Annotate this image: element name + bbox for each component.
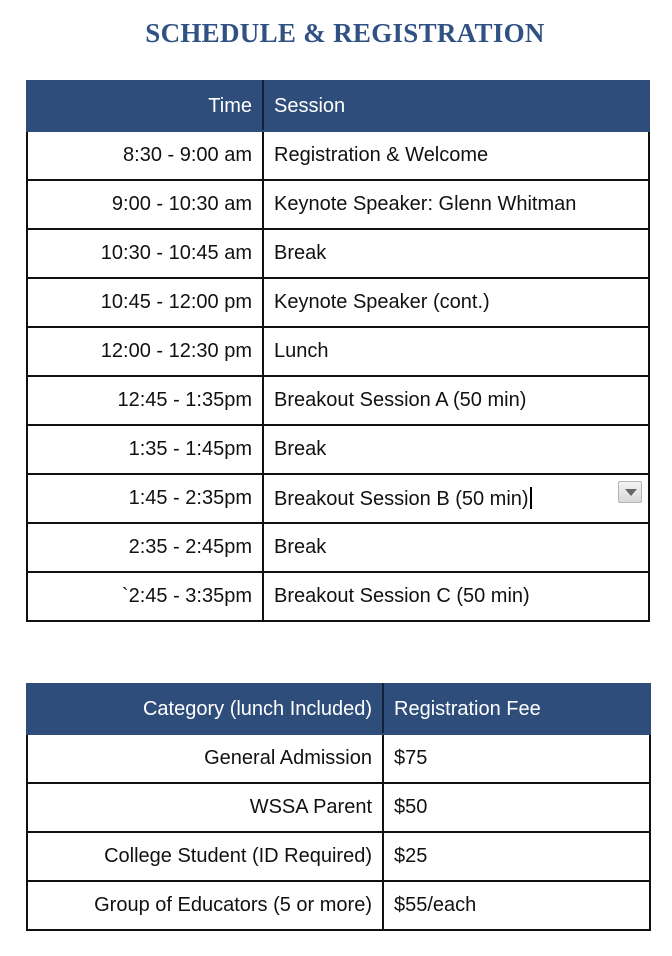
table-row bbox=[27, 523, 649, 572]
time-cell[interactable]: 1:35 - 1:45pm bbox=[27, 425, 263, 474]
fee-cell[interactable]: $50 bbox=[383, 783, 650, 832]
table-row bbox=[27, 327, 649, 376]
time-cell[interactable]: `2:45 - 3:35pm bbox=[27, 572, 263, 621]
time-cell[interactable]: 8:30 - 9:00 am bbox=[27, 131, 263, 180]
session-column-header: Session bbox=[263, 81, 649, 131]
table-row bbox=[27, 376, 649, 425]
category-cell[interactable]: College Student (ID Required) bbox=[27, 832, 383, 881]
fee-cell[interactable]: $55/each bbox=[383, 881, 650, 930]
schedule-table bbox=[26, 80, 650, 622]
session-cell[interactable]: Break bbox=[263, 229, 649, 278]
time-cell[interactable]: 10:45 - 12:00 pm bbox=[27, 278, 263, 327]
time-cell[interactable]: 10:30 - 10:45 am bbox=[27, 229, 263, 278]
table-row bbox=[27, 783, 650, 832]
session-cell[interactable]: Breakout Session A (50 min) bbox=[263, 376, 649, 425]
category-cell[interactable]: WSSA Parent bbox=[27, 783, 383, 832]
time-cell[interactable]: 12:45 - 1:35pm bbox=[27, 376, 263, 425]
table-row bbox=[27, 832, 650, 881]
fee-column-header: Registration Fee bbox=[383, 684, 650, 734]
session-cell[interactable]: Breakout Session C (50 min) bbox=[263, 572, 649, 621]
table-row bbox=[27, 131, 649, 180]
table-row-active bbox=[27, 474, 649, 523]
text-cursor bbox=[530, 487, 532, 509]
time-cell[interactable]: 9:00 - 10:30 am bbox=[27, 180, 263, 229]
table-row bbox=[27, 881, 650, 930]
time-column-header: Time bbox=[27, 81, 263, 131]
table-row bbox=[27, 229, 649, 278]
table-row bbox=[27, 180, 649, 229]
session-cell-editing[interactable] bbox=[263, 474, 649, 523]
table-row bbox=[27, 572, 649, 621]
session-cell[interactable]: Keynote Speaker: Glenn Whitman bbox=[263, 180, 649, 229]
table-row bbox=[27, 278, 649, 327]
table-row bbox=[27, 425, 649, 474]
session-cell[interactable]: Lunch bbox=[263, 327, 649, 376]
time-cell[interactable]: 12:00 - 12:30 pm bbox=[27, 327, 263, 376]
registration-fee-table bbox=[26, 683, 651, 931]
category-cell[interactable]: General Admission bbox=[27, 734, 383, 783]
category-column-header: Category (lunch Included) bbox=[27, 684, 383, 734]
session-cell[interactable]: Keynote Speaker (cont.) bbox=[263, 278, 649, 327]
fee-cell[interactable]: $25 bbox=[383, 832, 650, 881]
fee-cell[interactable]: $75 bbox=[383, 734, 650, 783]
time-cell[interactable]: 2:35 - 2:45pm bbox=[27, 523, 263, 572]
chevron-down-icon[interactable] bbox=[618, 481, 642, 503]
table-row bbox=[27, 734, 650, 783]
schedule-header-row bbox=[27, 81, 649, 131]
time-cell[interactable]: 1:45 - 2:35pm bbox=[27, 474, 263, 523]
fee-header-row bbox=[27, 684, 650, 734]
session-cell-text: Breakout Session B (50 min) bbox=[274, 487, 529, 510]
page-title: SCHEDULE & REGISTRATION bbox=[145, 18, 545, 48]
session-cell[interactable]: Break bbox=[263, 523, 649, 572]
session-cell[interactable]: Break bbox=[263, 425, 649, 474]
category-cell[interactable]: Group of Educators (5 or more) bbox=[27, 881, 383, 930]
session-cell[interactable]: Registration & Welcome bbox=[263, 131, 649, 180]
